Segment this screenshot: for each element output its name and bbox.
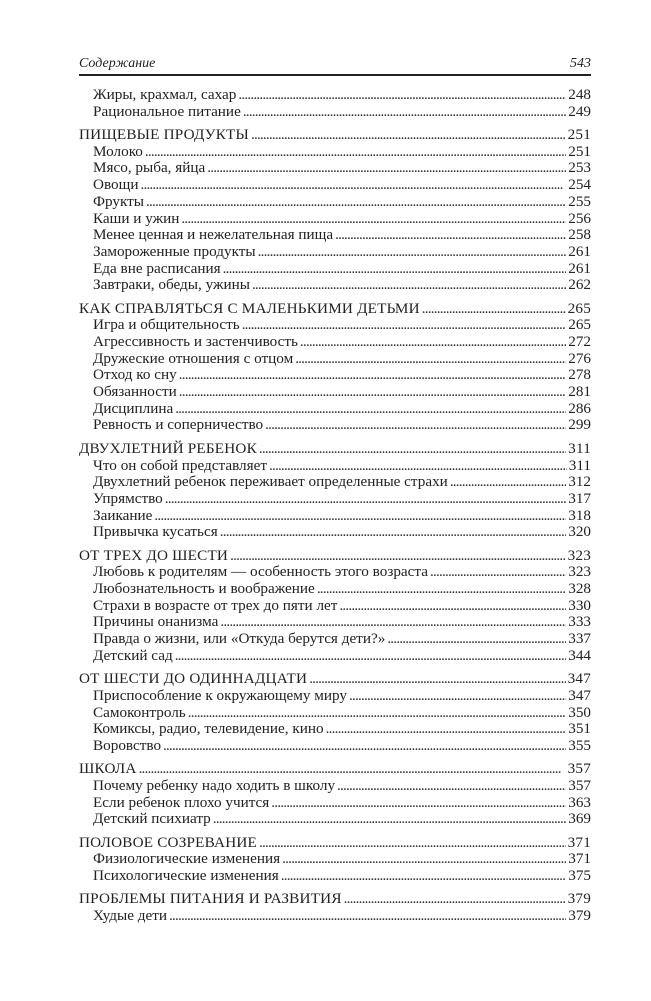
toc-entry-title: Заикание: [93, 506, 153, 524]
toc-entry-page: 272: [568, 333, 591, 350]
toc-entry-title: Физиологические изменения: [93, 850, 281, 868]
toc-entry-page: 251: [567, 126, 591, 144]
toc-entry-page: 347: [567, 670, 591, 688]
toc-entry-page: 256: [568, 209, 591, 227]
dot-leader: [220, 524, 567, 541]
table-of-contents: [79, 87, 591, 925]
dot-leader: [223, 261, 567, 278]
dot-leader: [295, 351, 566, 368]
toc-entry[interactable]: [79, 384, 591, 401]
toc-entry-title: Рациональное питание: [93, 102, 241, 120]
toc-entry-page: 375: [568, 867, 591, 885]
toc-entry[interactable]: [79, 738, 591, 755]
dot-leader: [175, 401, 566, 418]
toc-entry[interactable]: [79, 851, 591, 868]
toc-entry-title: ОТ ТРЕХ ДО ШЕСТИ: [79, 546, 229, 564]
toc-entry-title: Худые дети: [93, 907, 167, 925]
toc-entry[interactable]: [79, 211, 591, 228]
toc-entry[interactable]: [79, 160, 591, 177]
toc-entry[interactable]: [79, 524, 591, 541]
dot-leader: [251, 127, 566, 144]
toc-entry-page: 312: [568, 473, 591, 491]
toc-entry-page: 253: [568, 159, 591, 177]
toc-entry[interactable]: [79, 908, 591, 925]
toc-entry-page: 249: [568, 102, 591, 120]
toc-entry[interactable]: [79, 491, 591, 508]
toc-entry-title: Двухлетний ребенок переживает определенные страхи: [93, 473, 448, 491]
toc-entry-page: 254: [568, 176, 591, 194]
dot-leader: [165, 491, 566, 508]
toc-entry[interactable]: [79, 648, 591, 665]
toc-entry-title: Дружеские отношения с отцом: [93, 349, 294, 367]
toc-entry-title: Агрессивность и застенчивость: [93, 333, 298, 350]
toc-entry-title: Самоконтроль: [93, 703, 186, 721]
toc-entry[interactable]: [79, 508, 591, 525]
toc-entry[interactable]: [79, 705, 591, 722]
dot-leader: [179, 384, 566, 401]
toc-entry[interactable]: [79, 474, 591, 491]
toc-entry[interactable]: [79, 688, 591, 705]
toc-entry-title: Приспособление к окружающему миру: [93, 686, 348, 704]
toc-section-entry[interactable]: [79, 127, 591, 144]
toc-entry[interactable]: [79, 317, 591, 334]
toc-entry[interactable]: [79, 177, 591, 194]
toc-section-entry[interactable]: [79, 835, 591, 852]
toc-entry[interactable]: [79, 795, 591, 812]
dot-leader: [252, 277, 566, 294]
toc-entry-page: 317: [568, 489, 591, 507]
toc-entry[interactable]: [79, 614, 591, 631]
dot-leader: [259, 441, 566, 458]
dot-leader: [220, 614, 566, 631]
running-header-title: Содержание: [79, 56, 156, 71]
toc-entry-title: Фрукты: [93, 192, 145, 210]
toc-entry[interactable]: [79, 261, 591, 278]
toc-entry-page: 323: [568, 563, 591, 581]
toc-section-entry[interactable]: [79, 441, 591, 458]
toc-entry-title: Причины онанизма: [93, 613, 219, 631]
toc-entry[interactable]: [79, 144, 591, 161]
dot-leader: [344, 891, 566, 908]
dot-leader: [337, 778, 566, 795]
toc-entry-page: 299: [568, 416, 591, 434]
toc-entry-page: 371: [567, 833, 591, 851]
toc-entry-page: 262: [568, 276, 591, 294]
toc-entry[interactable]: [79, 104, 591, 121]
toc-entry-title: Мясо, рыба, яйца: [93, 159, 206, 177]
dot-leader: [335, 227, 566, 244]
dot-leader: [430, 564, 566, 581]
toc-entry-title: ОТ ШЕСТИ ДО ОДИННАДЦАТИ: [79, 670, 308, 688]
dot-leader: [309, 671, 565, 688]
toc-entry[interactable]: [79, 87, 591, 104]
dot-leader: [242, 317, 567, 334]
dot-leader: [339, 598, 566, 615]
toc-entry-page: 363: [568, 793, 591, 811]
dot-leader: [207, 160, 566, 177]
toc-entry-title: Психологические изменения: [93, 867, 279, 885]
toc-entry-page: 258: [568, 226, 591, 244]
dot-leader: [265, 417, 566, 434]
toc-entry-page: 318: [568, 506, 591, 524]
toc-entry-title: Завтраки, обеды, ужины: [93, 276, 250, 294]
toc-entry-title: Любознательность и воображение: [93, 580, 315, 597]
toc-entry-title: Любовь к родителям — особенность этого возраста: [93, 563, 428, 581]
dot-leader: [259, 835, 566, 852]
dot-leader: [146, 194, 566, 211]
toc-entry-title: Овощи: [93, 176, 139, 194]
toc-entry-page: 281: [568, 383, 591, 401]
toc-entry-page: 330: [568, 596, 591, 614]
toc-entry-page: 357: [567, 760, 591, 778]
toc-entry-title: Ревность и соперничество: [93, 416, 264, 434]
toc-entry-page: 265: [568, 316, 591, 334]
toc-entry-title: Страхи в возрасте от трех до пяти лет: [93, 596, 338, 614]
dot-leader: [140, 177, 566, 194]
toc-entry[interactable]: [79, 811, 591, 828]
toc-entry-page: 344: [568, 646, 591, 664]
dot-leader: [188, 705, 567, 722]
toc-entry[interactable]: [79, 227, 591, 244]
toc-entry-page: 371: [568, 850, 591, 868]
dot-leader: [349, 688, 566, 705]
toc-entry[interactable]: [79, 351, 591, 368]
toc-entry-title: ШКОЛА: [79, 760, 137, 778]
dot-leader: [387, 631, 566, 648]
toc-entry[interactable]: [79, 244, 591, 261]
toc-entry-page: 255: [568, 192, 591, 210]
toc-entry-page: 379: [567, 890, 591, 908]
toc-entry-page: 311: [568, 439, 591, 457]
toc-entry-page: 248: [568, 86, 591, 103]
dot-leader: [271, 795, 566, 812]
toc-entry-title: Жиры, крахмал, сахар: [93, 86, 237, 103]
toc-entry-page: 350: [568, 703, 591, 721]
dot-leader: [179, 367, 566, 384]
toc-entry-title: Каши и ужин: [93, 209, 180, 227]
toc-entry[interactable]: [79, 564, 591, 581]
toc-entry-page: 347: [568, 686, 591, 704]
dot-leader: [181, 211, 566, 228]
toc-entry-page: 320: [568, 523, 591, 541]
toc-entry-page: 286: [568, 399, 591, 417]
toc-entry-title: Упрямство: [93, 489, 163, 507]
toc-entry-page: 357: [568, 776, 591, 794]
dot-leader: [213, 811, 566, 828]
toc-entry-title: ДВУХЛЕТНИЙ РЕБЕНОК: [79, 439, 257, 457]
running-header: [79, 56, 591, 76]
dot-leader: [230, 548, 566, 565]
dot-leader: [154, 508, 566, 525]
toc-entry-title: ПИЩЕВЫЕ ПРОДУКТЫ: [79, 126, 249, 144]
toc-entry-title: Замороженные продукты: [93, 242, 256, 260]
toc-entry-page: 379: [568, 907, 591, 925]
toc-entry-page: 261: [568, 242, 591, 260]
toc-entry-title: Если ребенок плохо учится: [93, 793, 270, 811]
dot-leader: [300, 334, 566, 351]
dot-leader: [258, 244, 567, 261]
toc-entry-title: Еда вне расписания: [93, 259, 221, 277]
toc-entry[interactable]: [79, 194, 591, 211]
toc-entry-page: 278: [568, 366, 591, 384]
toc-entry-title: Почему ребенку надо ходить в школу: [93, 776, 336, 794]
dot-leader: [317, 581, 566, 598]
toc-section-entry[interactable]: [79, 671, 591, 688]
toc-entry[interactable]: [79, 598, 591, 615]
dot-leader: [450, 474, 566, 491]
toc-entry-page: 311: [568, 456, 591, 474]
toc-entry-page: 355: [568, 736, 591, 754]
toc-entry[interactable]: [79, 277, 591, 294]
toc-entry-page: 369: [568, 810, 591, 828]
toc-entry[interactable]: [79, 581, 591, 598]
dot-leader: [422, 301, 566, 318]
toc-entry-title: Игра и общительность: [93, 316, 240, 334]
toc-entry[interactable]: [79, 417, 591, 434]
toc-section-entry[interactable]: [79, 548, 591, 565]
toc-entry-page: 323: [567, 546, 591, 564]
dot-leader: [139, 761, 566, 778]
toc-entry-page: 328: [568, 580, 591, 597]
toc-entry-title: Детский психиатр: [93, 810, 211, 828]
toc-entry-title: Воровство: [93, 736, 162, 754]
toc-entry[interactable]: [79, 458, 591, 475]
toc-entry-title: Отход ко сну: [93, 366, 177, 384]
toc-entry-page: 261: [568, 259, 591, 277]
dot-leader: [282, 851, 566, 868]
toc-entry-page: 251: [568, 142, 591, 160]
toc-entry-title: ПРОБЛЕМЫ ПИТАНИЯ И РАЗВИТИЯ: [79, 890, 342, 908]
toc-entry-title: Менее ценная и нежелательная пища: [93, 226, 334, 244]
toc-entry-title: ПОЛОВОЕ СОЗРЕВАНИЕ: [79, 833, 258, 851]
toc-entry[interactable]: [79, 721, 591, 738]
toc-entry-page: 333: [568, 613, 591, 631]
toc-entry[interactable]: [79, 868, 591, 885]
toc-entry-title: Привычка кусаться: [93, 523, 218, 541]
dot-leader: [326, 721, 567, 738]
toc-entry[interactable]: [79, 401, 591, 418]
toc-entry-title: Обязанности: [93, 383, 177, 401]
dot-leader: [281, 868, 567, 885]
dot-leader: [269, 458, 567, 475]
toc-entry-page: 351: [568, 720, 591, 738]
dot-leader: [169, 908, 566, 925]
toc-entry-page: 265: [567, 299, 591, 317]
toc-entry-title: Комиксы, радио, телевидение, кино: [93, 720, 324, 738]
toc-entry[interactable]: [79, 778, 591, 795]
dot-leader: [175, 648, 567, 665]
toc-section-entry[interactable]: [79, 301, 591, 318]
dot-leader: [145, 144, 566, 161]
toc-entry[interactable]: [79, 334, 591, 351]
toc-entry-title: Дисциплина: [93, 399, 174, 417]
toc-entry-title: КАК СПРАВЛЯТЬСЯ С МАЛЕНЬКИМИ ДЕТЬМИ: [79, 299, 420, 317]
toc-entry-title: Что он собой представляет: [93, 456, 268, 474]
toc-entry-title: Детский сад: [93, 646, 173, 664]
toc-entry[interactable]: [79, 367, 591, 384]
toc-section-entry[interactable]: [79, 761, 591, 778]
toc-entry-page: 276: [568, 349, 591, 367]
toc-entry[interactable]: [79, 631, 591, 648]
dot-leader: [238, 87, 566, 104]
toc-entry-title: Молоко: [93, 142, 143, 160]
toc-entry-title: Правда о жизни, или «Откуда берутся дети?»: [93, 630, 386, 648]
toc-section-entry[interactable]: [79, 891, 591, 908]
dot-leader: [163, 738, 566, 755]
dot-leader: [243, 104, 566, 121]
toc-entry-page: 337: [568, 630, 591, 648]
page-number: 543: [570, 56, 591, 71]
